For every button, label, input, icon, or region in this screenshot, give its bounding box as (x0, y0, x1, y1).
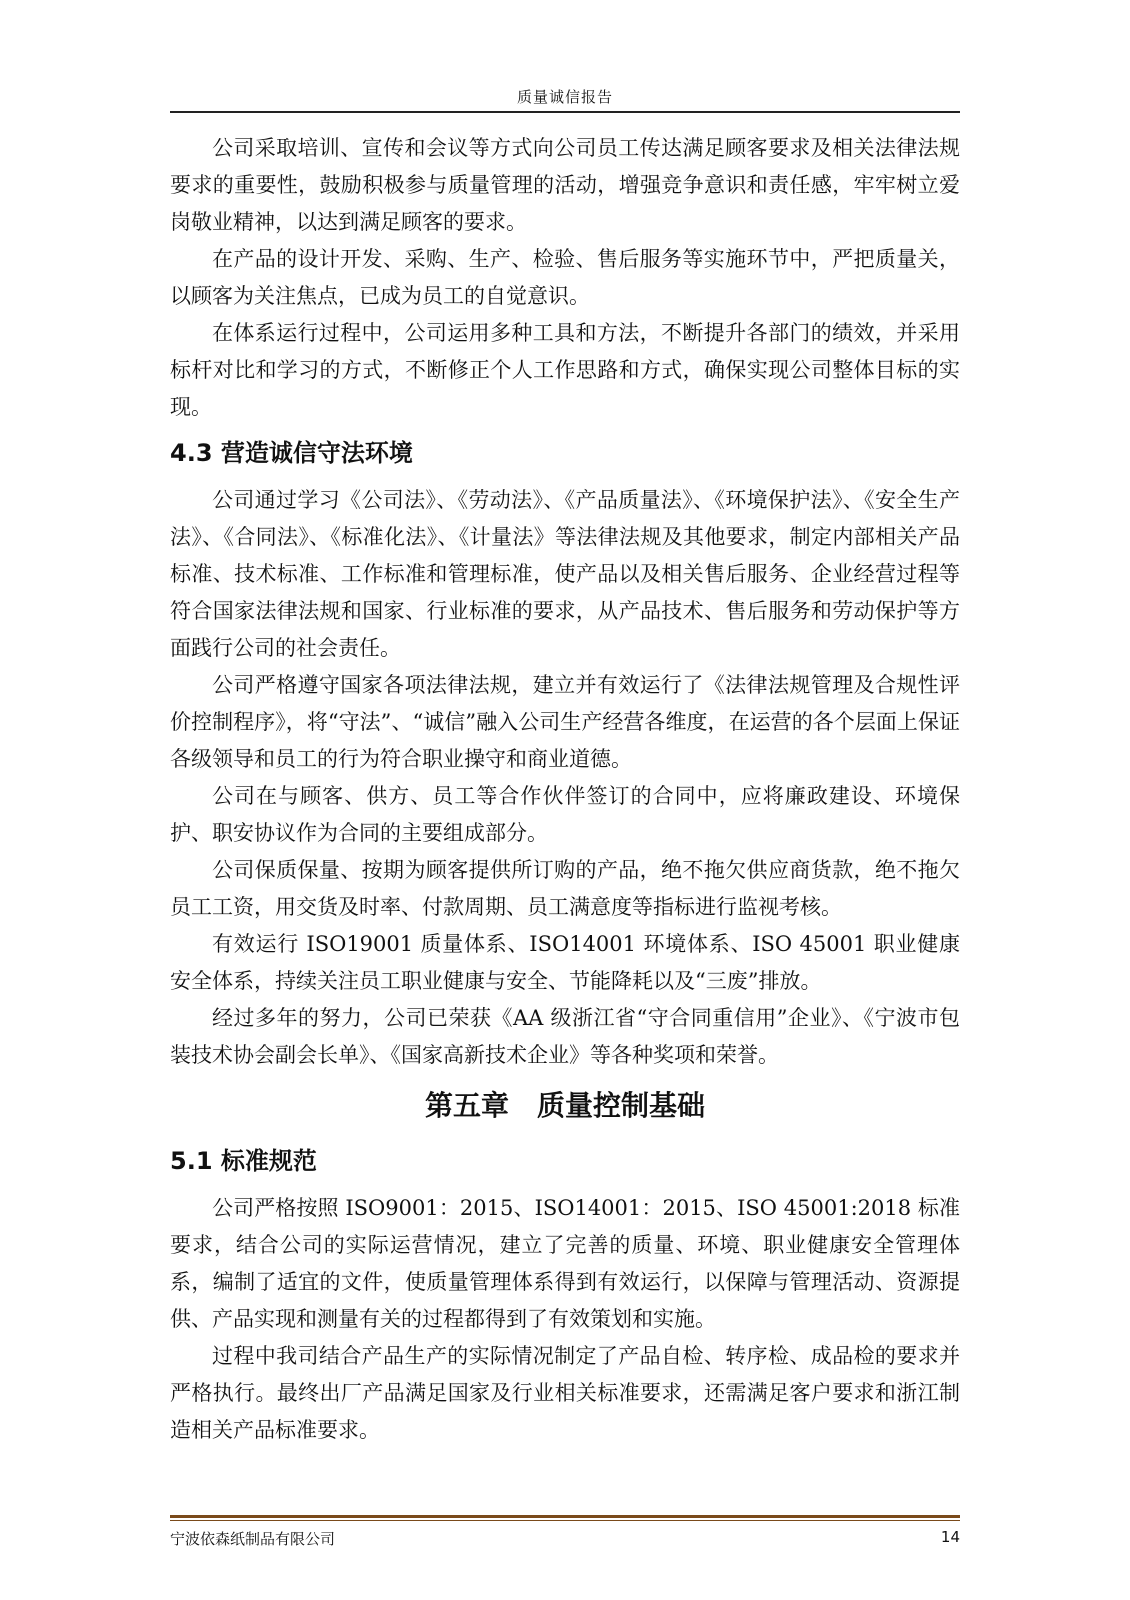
footer-divider (170, 1515, 960, 1518)
section-heading-5-1: 5.1 标准规范 (170, 1147, 317, 1175)
paragraph: 在体系运行过程中，公司运用多种工具和方法，不断提升各部门的绩效，并采用标杆对比和学习的方式，不断修正个人工作思路和方式，确保实现公司整体目标的实现。 (170, 321, 960, 419)
section-heading-4-3: 4.3 营造诚信守法环境 (170, 439, 413, 467)
paragraph: 公司采取培训、宣传和会议等方式向公司员工传达满足顾客要求及相关法律法规要求的重要性，鼓励积极参与质量管理的活动，增强竞争意识和责任感，牢牢树立爱岗敬业精神，以达到满足顾客的要求。 (170, 136, 960, 234)
chapter-heading-5: 第五章 质量控制基础 (424, 1089, 705, 1122)
paragraph: 公司保质保量、按期为顾客提供所订购的产品，绝不拖欠供应商货款，绝不拖欠员工工资，用交货及时率、付款周期、员工满意度等指标进行监视考核。 (170, 858, 960, 919)
paragraph: 公司通过学习《公司法》、《劳动法》、《产品质量法》、《环境保护法》、《安全生产法》、《合同法》、《标准化法》、《计量法》等法律法规及其他要求，制定内部相关产品标准、技术标准、工作标准和管理标准，使产品以及相关售后服务、企业经营过程等符合国家法律法规和国家、行业标准的要求，从产品技术、售后服务和劳动保护等方面践行公司的社会责任。 (170, 488, 960, 660)
paragraph: 在产品的设计开发、采购、生产、检验、售后服务等实施环节中，严把质量关，以顾客为关注焦点，已成为员工的自觉意识。 (170, 247, 960, 308)
paragraph: 经过多年的努力，公司已荣获《AA 级浙江省“守合同重信用”企业》、《宁波市包装技术协会副会长单》、《国家高新技术企业》等各种奖项和荣誉。 (170, 1006, 960, 1067)
page-number: 14 (940, 1528, 960, 1546)
footer-divider-thin (170, 1520, 960, 1521)
footer-company-name: 宁波依森纸制品有限公司 (170, 1530, 336, 1548)
page-header-title: 质量诚信报告 (516, 88, 613, 106)
paragraph: 公司严格按照 ISO9001：2015、ISO14001：2015、ISO 45001:2018 标准要求，结合公司的实际运营情况，建立了完善的质量、环境、职业健康安全管理体系，编制了适宜的文件，使质量管理体系得到有效运行，以保障与管理活动、资源提供、产品实现和测量有关的过程都得到了有效策划和实施。 (170, 1196, 960, 1331)
document-body (170, 130, 960, 1449)
paragraph: 公司严格遵守国家各项法律法规，建立并有效运行了《法律法规管理及合规性评价控制程序》，将“守法”、“诚信”融入公司生产经营各维度，在运营的各个层面上保证各级领导和员工的行为符合职业操守和商业道德。 (170, 673, 960, 771)
header-divider (170, 111, 960, 113)
paragraph: 有效运行 ISO19001 质量体系、ISO14001 环境体系、ISO 45001 职业健康安全体系，持续关注员工职业健康与安全、节能降耗以及“三废”排放。 (170, 932, 960, 993)
paragraph: 过程中我司结合产品生产的实际情况制定了产品自检、转序检、成品检的要求并严格执行。最终出厂产品满足国家及行业相关标准要求，还需满足客户要求和浙江制造相关产品标准要求。 (170, 1344, 960, 1442)
paragraph: 公司在与顾客、供方、员工等合作伙伴签订的合同中，应将廉政建设、环境保护、职安协议作为合同的主要组成部分。 (170, 784, 960, 845)
